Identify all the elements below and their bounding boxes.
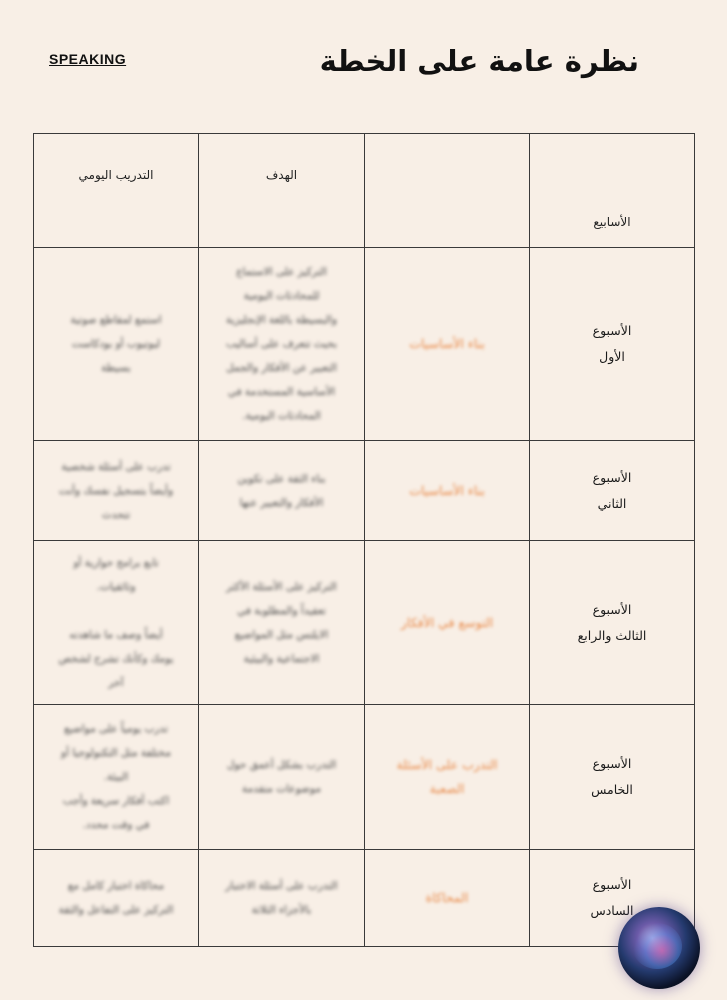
goal-cell: بناء الثقة على تكوين الأفكار والتعبير عنها: [199, 441, 365, 541]
column-header-goal: الهدف: [199, 134, 365, 248]
speaking-label: SPEAKING: [49, 51, 127, 67]
week-cell: الأسبوع الثاني: [530, 441, 695, 541]
goal-cell: التدرب بشكل أعمق حول موضوعات متقدمة: [199, 705, 365, 850]
plan-overview-table: [33, 133, 695, 947]
week-cell: الأسبوع الثالث والرابع: [530, 541, 695, 705]
goal-cell: التركيز على الاستماع للمحادثات اليومية والبسيطة باللغة الإنجليزية بحيث تتعرف على أساليب التعبير عن الأفكار والجمل الأساسية المستخدمة في المحادثات اليومية.: [199, 248, 365, 441]
week-cell: الأسبوع السادس: [530, 850, 695, 947]
daily-cell: تدرب على أسئلة شخصية وأيضاً بتسجيل نفسك وأنت تتحدث: [34, 441, 199, 541]
table-row: [34, 850, 695, 947]
daily-cell: استمع لمقاطع صوتية ليوتيوب أو بودكاست بسيطة: [34, 248, 199, 441]
table-row: [34, 248, 695, 441]
table-header-row: [34, 134, 695, 248]
daily-cell: تدرب يومياً على مواضيع مختلفة مثل التكنولوجيا أو البيئة. اكتب أفكار سريعة وأجب في وقت محدد.: [34, 705, 199, 850]
daily-cell: تابع برامج حوارية أو وثائقيات. أيضاً وصف ما شاهدته يومك وكأنك تشرح لشخص آخر: [34, 541, 199, 705]
topic-cell: التوسع في الأفكار: [365, 541, 530, 705]
column-header-daily: التدريب اليومي: [34, 134, 199, 248]
topic-cell: المحاكاة: [365, 850, 530, 947]
siri-orb-icon[interactable]: [618, 907, 700, 989]
topic-cell: بناء الأساسيات: [365, 248, 530, 441]
page-title: نظرة عامة على الخطة: [319, 44, 639, 78]
goal-cell: التركيز على الأسئلة الأكثر تعقيداً والمطلوبة في الايلتس مثل المواضيع الاجتماعية والبيئية: [199, 541, 365, 705]
column-header-weeks: الأسابيع: [530, 134, 695, 248]
daily-cell: محاكاة اختبار كامل مع التركيز على التفاعل والثقة: [34, 850, 199, 947]
topic-cell: التدرب على الأسئلة الصعبة: [365, 705, 530, 850]
table-row: [34, 705, 695, 850]
table-row: [34, 441, 695, 541]
week-cell: الأسبوع الأول: [530, 248, 695, 441]
column-header-topic: [365, 134, 530, 248]
week-cell: الأسبوع الخامس: [530, 705, 695, 850]
topic-cell: بناء الأساسيات: [365, 441, 530, 541]
goal-cell: التدرب على أسئلة الاختبار بالأجزاء الثلاثة: [199, 850, 365, 947]
table-row: [34, 541, 695, 705]
